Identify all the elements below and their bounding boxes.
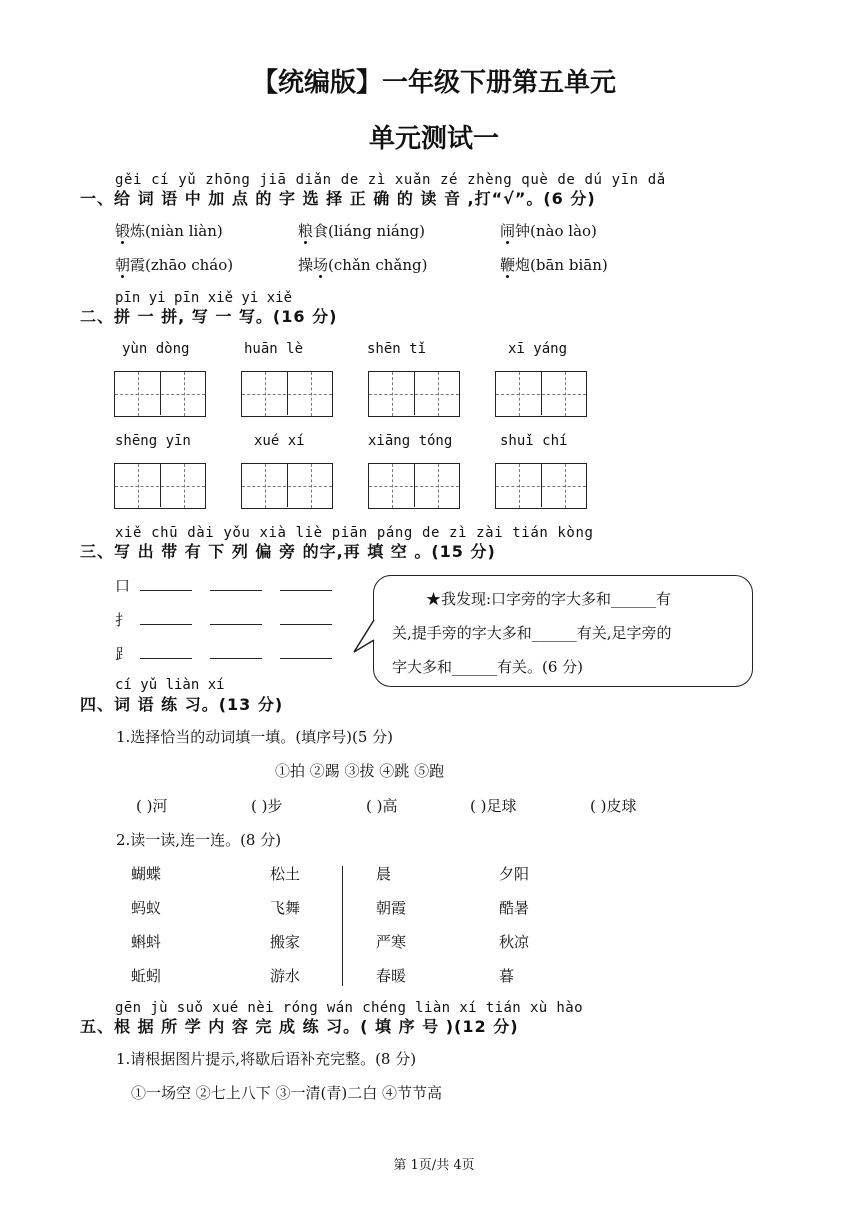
match-left-8[interactable]: 春暖 (376, 967, 407, 985)
verb-blank-4[interactable]: ( )足球 (470, 797, 517, 815)
s2-pinyin-6: xué xí (254, 433, 305, 449)
answer-blank[interactable] (210, 576, 262, 591)
match-left-5[interactable]: 晨 (376, 865, 392, 883)
section2-heading: 二、拼 一 拼, 写 一 写。(16 分) (80, 307, 338, 326)
writing-grid[interactable] (241, 371, 333, 417)
match-left-4[interactable]: 蚯蚓 (131, 967, 162, 985)
note-line-3: 字大多和______有关。(6 分) (392, 658, 584, 676)
match-right-3[interactable]: 搬家 (270, 933, 301, 951)
section1-heading: 一、给 词 语 中 加 点 的 字 选 择 正 确 的 读 音 ,打“√”。(6 分) (80, 189, 596, 208)
answer-blank[interactable] (280, 576, 332, 591)
match-left-3[interactable]: 蝌蚪 (131, 933, 162, 951)
verb-blank-2[interactable]: ( )步 (251, 797, 283, 815)
s2-pinyin-8: shuǐ chí (500, 433, 568, 449)
section3-heading: 三、写 出 带 有 下 列 偏 旁 的字,再 填 空 。(15 分) (80, 542, 496, 561)
verb-blank-3[interactable]: ( )高 (366, 797, 398, 815)
section5-heading: 五、根 据 所 学 内 容 完 成 练 习。( 填 序 号 )(12 分) (80, 1017, 519, 1036)
section1-pinyin: gěi cí yǔ zhōng jiā diǎn de zì xuǎn zé zhèng què de dú yīn dǎ (115, 172, 666, 188)
writing-grid[interactable] (368, 371, 460, 417)
answer-blank[interactable] (280, 610, 332, 625)
match-right-6[interactable]: 酷暑 (499, 899, 530, 917)
writing-grid[interactable] (495, 371, 587, 417)
match-right-4[interactable]: 游水 (270, 967, 301, 985)
s2-pinyin-5: shēng yīn (115, 433, 191, 449)
section2-pinyin: pīn yi pīn xiě yi xiě (115, 290, 293, 306)
answer-blank[interactable] (280, 644, 332, 659)
answer-blank[interactable] (140, 576, 192, 591)
s1-item-5: 操场(chǎn chǎng) (298, 256, 428, 274)
radical-row-foot: ⻊ (115, 643, 332, 664)
match-left-1[interactable]: 蝴蝶 (131, 865, 162, 883)
s1-item-2: 粮食(liáng niáng) (298, 222, 425, 240)
s1-item-3: 闹钟(nào lào) (500, 222, 597, 240)
match-right-2[interactable]: 飞舞 (270, 899, 301, 917)
radical-row-mouth: 口 (115, 575, 332, 596)
s2-pinyin-2: huān lè (244, 341, 304, 357)
match-left-6[interactable]: 朝霞 (376, 899, 407, 917)
radical-row-hand: 扌 (115, 609, 332, 630)
column-divider (342, 866, 343, 986)
bubble-pointer (352, 618, 376, 658)
writing-grid[interactable] (368, 463, 460, 509)
writing-grid[interactable] (114, 463, 206, 509)
writing-grid[interactable] (495, 463, 587, 509)
verb-options: ①拍 ②踢 ③拔 ④跳 ⑤跑 (275, 762, 445, 780)
match-left-7[interactable]: 严寒 (376, 933, 407, 951)
s1-item-4: 朝霞(zhāo cháo) (115, 256, 234, 274)
match-right-5[interactable]: 夕阳 (499, 865, 530, 883)
match-right-1[interactable]: 松土 (270, 865, 301, 883)
s5-question-1: 1.请根据图片提示,将歇后语补充完整。(8 分) (116, 1050, 417, 1068)
s1-item-6: 鞭炮(bān biān) (500, 256, 608, 274)
answer-blank[interactable] (210, 644, 262, 659)
writing-grid[interactable] (241, 463, 333, 509)
verb-blank-5[interactable]: ( )皮球 (590, 797, 637, 815)
section5-pinyin: gēn jù suǒ xué nèi róng wán chéng liàn xí tián xù hào (115, 1000, 583, 1016)
section4-pinyin: cí yǔ liàn xí (115, 677, 225, 693)
idiom-options: ①一场空 ②七上八下 ③一清(青)二白 ④节节高 (131, 1084, 443, 1102)
note-line-1: ★我发现:口字旁的字大多和______有 (426, 590, 672, 608)
answer-blank[interactable] (210, 610, 262, 625)
writing-grid[interactable] (114, 371, 206, 417)
verb-blank-1[interactable]: ( )河 (136, 797, 168, 815)
s2-pinyin-3: shēn tǐ (367, 341, 427, 357)
s2-pinyin-4: xī yáng (508, 341, 568, 357)
match-right-7[interactable]: 秋凉 (499, 933, 530, 951)
match-left-2[interactable]: 蚂蚁 (131, 899, 162, 917)
s2-pinyin-7: xiāng tóng (368, 433, 453, 449)
page-subtitle: 单元测试一 (368, 124, 499, 154)
s2-pinyin-1: yùn dòng (122, 341, 190, 357)
s1-item-1: 锻炼(niàn liàn) (115, 222, 223, 240)
note-line-2: 关,提手旁的字大多和______有关,足字旁的 (392, 624, 672, 642)
s4-question-2: 2.读一读,连一连。(8 分) (116, 831, 282, 849)
section3-pinyin: xiě chū dài yǒu xià liè piān páng de zì zài tián kòng (115, 525, 594, 541)
page-title: 【统编版】一年级下册第五单元 (251, 68, 616, 98)
match-right-8[interactable]: 暮 (499, 967, 515, 985)
page-number: 第 1页/共 4页 (393, 1158, 475, 1173)
s4-question-1: 1.选择恰当的动词填一填。(填序号)(5 分) (116, 728, 394, 746)
answer-blank[interactable] (140, 610, 192, 625)
section4-heading: 四、词 语 练 习。(13 分) (80, 695, 284, 714)
answer-blank[interactable] (140, 644, 192, 659)
